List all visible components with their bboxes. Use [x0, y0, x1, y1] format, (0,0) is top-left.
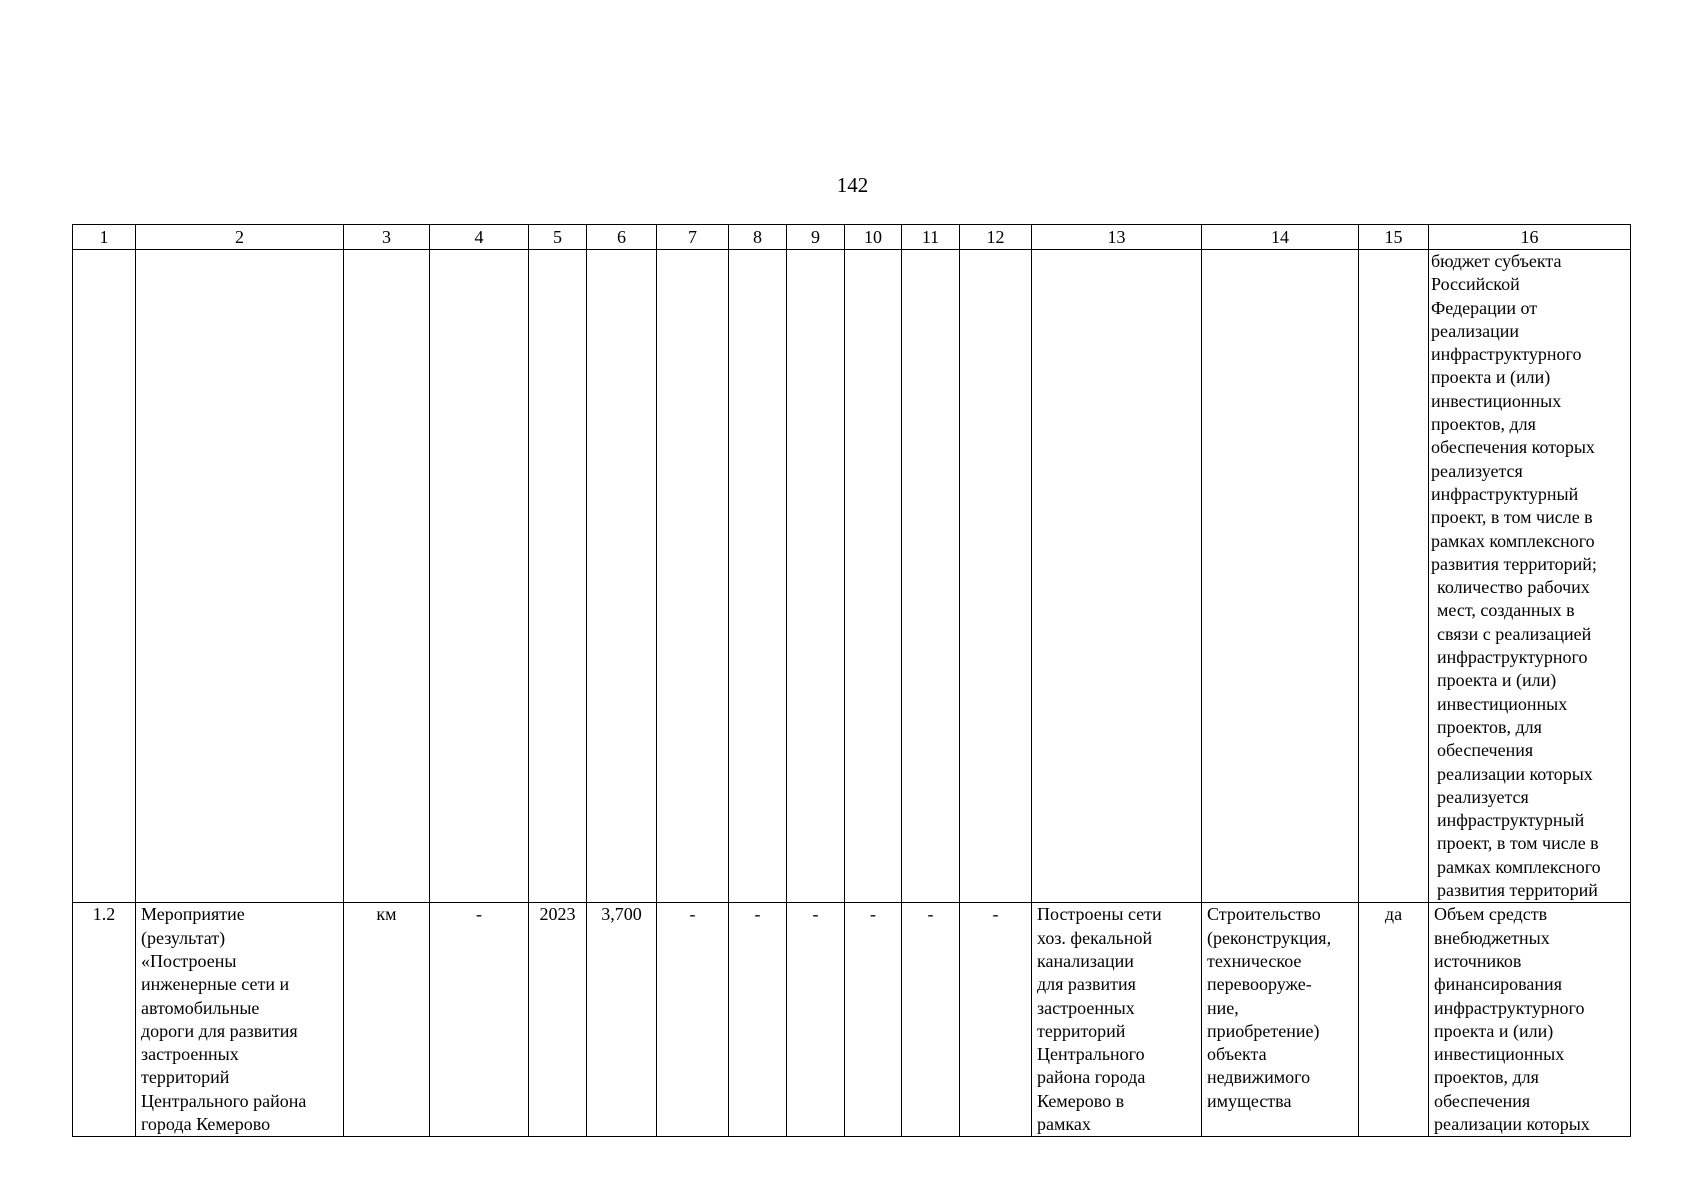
table-cell: - — [902, 903, 960, 1137]
table-cell: - — [729, 903, 787, 1137]
flag-cell: да — [1359, 903, 1429, 1137]
table-cell — [902, 250, 960, 903]
table-cell — [529, 250, 587, 903]
table-cell-col16 — [1429, 250, 1631, 903]
document-table — [72, 224, 1631, 1137]
event-name-cell — [136, 903, 344, 1137]
table-cell — [136, 250, 344, 903]
header-cell: 4 — [430, 225, 529, 250]
header-cell: 15 — [1359, 225, 1429, 250]
event-name-text: Мероприятие (результат) «Построены инженерные сети и автомобильные дороги для развития застроенных территорий Центрального района города Кемерово — [141, 904, 307, 1134]
table-header-row — [73, 225, 1631, 250]
description-text: Построены сети хоз. фекальной канализации для развития застроенных территорий Центрального района города Кемерово в рамках — [1037, 904, 1162, 1134]
col16-text-part-2: количество рабочих мест, созданных в связи с реализацией инфраструктурного проекта и (или) инвестиционных проектов, для обеспечения реализации которых реализуется инфраструктурный проект, в том числе в рамках комплексного развития территорий — [1437, 577, 1601, 901]
header-cell: 3 — [344, 225, 430, 250]
table-cell — [657, 250, 729, 903]
header-cell: 6 — [587, 225, 657, 250]
table-cell — [729, 250, 787, 903]
indicator-text: Объем средств внебюджетных источников финансирования инфраструктурного проекта и (или) инвестиционных проектов, для обеспечения реализации которых — [1434, 904, 1590, 1134]
header-cell: 7 — [657, 225, 729, 250]
header-cell: 11 — [902, 225, 960, 250]
value-cell: 3,700 — [587, 903, 657, 1137]
header-cell: 5 — [529, 225, 587, 250]
table-cell — [960, 250, 1032, 903]
type-text: Строительство (реконструкция, техническое перевооруже- ние, приобретение) объекта недвижимого имущества — [1207, 904, 1332, 1111]
year-cell: 2023 — [529, 903, 587, 1137]
table-cell — [344, 250, 430, 903]
table-row — [73, 903, 1631, 1137]
header-cell: 2 — [136, 225, 344, 250]
header-cell: 9 — [787, 225, 845, 250]
indicator-cell — [1429, 903, 1631, 1137]
header-cell: 10 — [845, 225, 902, 250]
header-cell: 1 — [73, 225, 136, 250]
table-cell: - — [960, 903, 1032, 1137]
table-cell: - — [430, 903, 529, 1137]
table-cell — [845, 250, 902, 903]
table-cell — [1032, 250, 1202, 903]
header-cell: 14 — [1202, 225, 1359, 250]
table-cell: - — [657, 903, 729, 1137]
table-row — [73, 250, 1631, 903]
table-cell: - — [845, 903, 902, 1137]
col16-text-part-1: бюджет субъекта Российской Федерации от реализации инфраструктурного проекта и (или) инвестиционных проектов, для обеспечения которых реализуется инфраструктурный проект, в том числе в рамках комплексного развития территорий; — [1431, 251, 1597, 574]
row-number-cell: 1.2 — [73, 903, 136, 1137]
header-cell: 8 — [729, 225, 787, 250]
table-cell — [1359, 250, 1429, 903]
type-cell — [1202, 903, 1359, 1137]
table-cell — [73, 250, 136, 903]
table-cell — [430, 250, 529, 903]
table-cell — [787, 250, 845, 903]
page-number: 142 — [836, 173, 869, 197]
header-cell: 12 — [960, 225, 1032, 250]
table-cell: - — [787, 903, 845, 1137]
header-cell: 13 — [1032, 225, 1202, 250]
description-cell — [1032, 903, 1202, 1137]
table-cell — [1202, 250, 1359, 903]
unit-cell: км — [344, 903, 430, 1137]
table-cell — [587, 250, 657, 903]
header-cell: 16 — [1429, 225, 1631, 250]
